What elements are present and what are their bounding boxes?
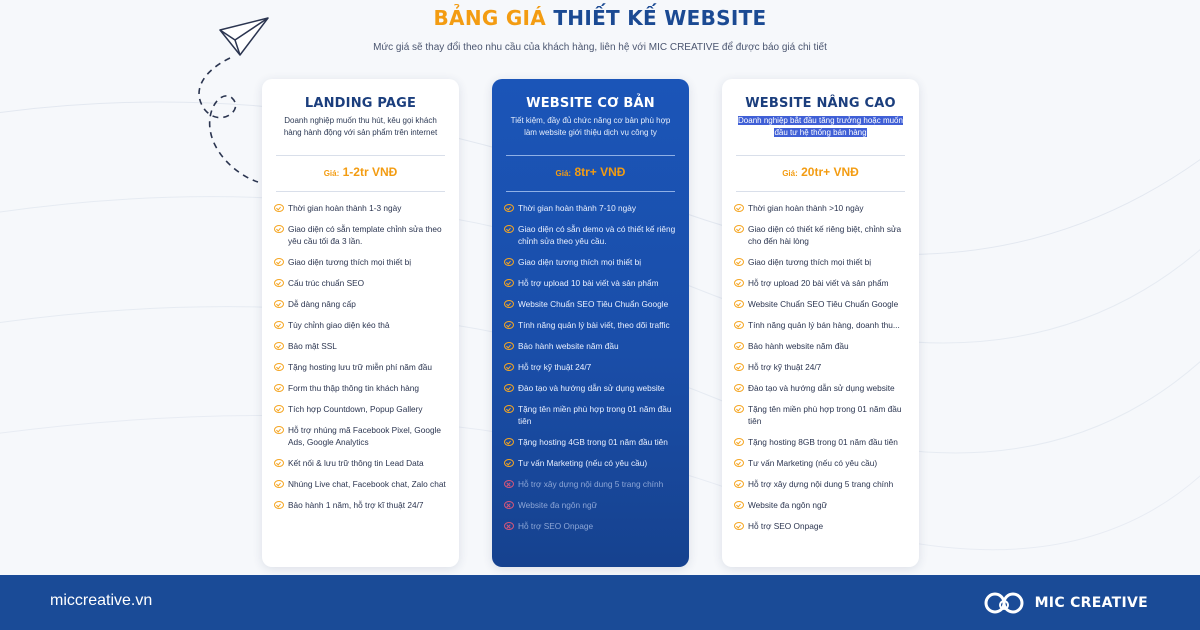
feature-item (274, 202, 451, 214)
infinity-logo-icon (983, 591, 1027, 615)
page-title (0, 6, 1200, 30)
feature-text: Bảo hành website năm đầu (748, 341, 849, 351)
check-circle-icon (734, 204, 744, 212)
check-circle-icon (274, 258, 284, 266)
check-circle-icon (274, 426, 284, 434)
feature-item (734, 277, 911, 289)
feature-item (504, 298, 681, 310)
plan-description: Tiết kiệm, đầy đủ chức năng cơ bản phù hợp làm website giới thiệu dịch vụ công ty (510, 116, 671, 137)
check-circle-icon (734, 363, 744, 371)
x-circle-icon (504, 480, 514, 488)
check-circle-icon (274, 405, 284, 413)
feature-item (504, 361, 681, 373)
feature-list (504, 202, 681, 541)
feature-item (504, 277, 681, 289)
x-circle-icon (504, 522, 514, 530)
feature-text: Website Chuẩn SEO Tiêu Chuẩn Google (518, 299, 669, 309)
feature-item (274, 361, 451, 373)
check-circle-icon (274, 384, 284, 392)
plan-title: WEBSITE NÂNG CAO (745, 96, 896, 111)
feature-item-excluded (504, 478, 681, 490)
feature-text: Tặng hosting 8GB trong 01 năm đầu tiên (748, 437, 898, 447)
feature-item (504, 202, 681, 214)
footer-bar (0, 575, 1200, 630)
feature-item-excluded (504, 499, 681, 511)
check-circle-icon (504, 258, 514, 266)
feature-text: Thời gian hoàn thành >10 ngày (748, 203, 864, 213)
plan-price (492, 165, 689, 179)
feature-text: Hỗ trợ xây dựng nội dung 5 trang chính (748, 479, 894, 489)
feature-text: Tư vấn Marketing (nếu có yêu cầu) (748, 458, 878, 468)
page-header (0, 6, 1200, 53)
check-circle-icon (734, 438, 744, 446)
feature-item (274, 277, 451, 289)
feature-item (504, 223, 681, 247)
check-circle-icon (734, 258, 744, 266)
feature-item (274, 424, 451, 448)
divider (506, 191, 675, 192)
check-circle-icon (734, 405, 744, 413)
feature-text: Tặng hosting lưu trữ miễn phí năm đầu (288, 362, 432, 372)
feature-text: Tích hợp Countdown, Popup Gallery (288, 404, 423, 414)
feature-text: Tư vấn Marketing (nếu có yêu cầu) (518, 458, 648, 468)
price-label: Giá: (555, 169, 572, 178)
check-circle-icon (274, 459, 284, 467)
feature-item (274, 319, 451, 331)
check-circle-icon (734, 459, 744, 467)
check-circle-icon (504, 405, 514, 413)
feature-text: Giao diện tương thích mọi thiết bị (518, 257, 642, 267)
check-circle-icon (504, 321, 514, 329)
feature-item (504, 436, 681, 448)
check-circle-icon (734, 279, 744, 287)
plan-description: Doanh nghiệp muốn thu hút, kêu gọi khách hàng hành động với sản phẩm trên internet (283, 116, 438, 137)
brand-name: MIC CREATIVE (1034, 595, 1148, 611)
check-circle-icon (734, 321, 744, 329)
check-circle-icon (504, 279, 514, 287)
check-circle-icon (274, 501, 284, 509)
feature-item (504, 403, 681, 427)
check-circle-icon (274, 204, 284, 212)
feature-item (734, 499, 911, 511)
feature-item (734, 403, 911, 427)
feature-text: Hỗ trợ xây dựng nội dung 5 trang chính (518, 479, 664, 489)
feature-item (734, 319, 911, 331)
feature-item (504, 340, 681, 352)
check-circle-icon (274, 342, 284, 350)
divider (736, 191, 905, 192)
feature-item-excluded (504, 520, 681, 532)
feature-item (504, 256, 681, 268)
feature-item (734, 340, 911, 352)
feature-item (274, 478, 451, 490)
feature-text: Nhúng Live chat, Facebook chat, Zalo chat (288, 479, 446, 489)
price-label: Giá: (782, 169, 798, 178)
feature-text: Hỗ trợ upload 20 bài viết và sản phẩm (748, 278, 889, 288)
feature-text: Hỗ trợ upload 10 bài viết và sản phẩm (518, 278, 659, 288)
feature-list (734, 202, 911, 541)
price-value: 20tr+ VNĐ (801, 165, 859, 179)
brand-logo (983, 591, 1148, 615)
feature-item (274, 298, 451, 310)
pricing-card-website-co-ban[interactable] (492, 79, 689, 567)
feature-text: Đào tạo và hướng dẫn sử dụng website (748, 383, 895, 393)
pricing-card-website-nang-cao[interactable] (722, 79, 919, 567)
plan-title: LANDING PAGE (304, 96, 417, 111)
check-circle-icon (504, 204, 514, 212)
check-circle-icon (274, 300, 284, 308)
feature-item (734, 478, 911, 490)
feature-item (504, 457, 681, 469)
check-circle-icon (504, 342, 514, 350)
feature-text: Giao diện tương thích mọi thiết bị (288, 257, 412, 267)
feature-text: Giao diện tương thích mọi thiết bị (748, 257, 872, 267)
feature-item (274, 403, 451, 415)
feature-item (504, 319, 681, 331)
check-circle-icon (734, 480, 744, 488)
check-circle-icon (504, 363, 514, 371)
check-circle-icon (504, 384, 514, 392)
feature-text: Thời gian hoàn thành 7-10 ngày (518, 203, 636, 213)
divider (276, 155, 445, 156)
feature-text: Tùy chỉnh giao diện kéo thả (288, 320, 390, 330)
feature-text: Bảo mật SSL (288, 341, 337, 351)
feature-text: Website đa ngôn ngữ (518, 500, 598, 510)
check-circle-icon (734, 342, 744, 350)
feature-item (734, 361, 911, 373)
check-circle-icon (504, 225, 514, 233)
feature-item (734, 223, 911, 247)
feature-text: Form thu thập thông tin khách hàng (288, 383, 419, 393)
feature-item (734, 382, 911, 394)
feature-text: Thời gian hoàn thành 1-3 ngày (288, 203, 402, 213)
feature-item (734, 520, 911, 532)
x-circle-icon (504, 501, 514, 509)
feature-text: Hỗ trợ kỹ thuật 24/7 (518, 362, 592, 372)
feature-text: Hỗ trợ SEO Onpage (748, 521, 824, 531)
check-circle-icon (274, 363, 284, 371)
feature-text: Hỗ trợ nhúng mã Facebook Pixel, Google Ads, Google Analytics (288, 425, 442, 447)
website-link[interactable]: miccreative.vn (50, 592, 153, 609)
price-value: 1-2tr VNĐ (342, 165, 398, 179)
page-subtitle: Mức giá sẽ thay đổi theo nhu cầu của khách hàng, liên hệ với MIC CREATIVE để được báo giá chi tiết (373, 42, 827, 53)
feature-text: Hỗ trợ SEO Onpage (518, 521, 594, 531)
feature-list (274, 202, 451, 520)
feature-text: Bảo hành website năm đầu (518, 341, 619, 351)
divider (736, 155, 905, 156)
feature-text: Bảo hành 1 năm, hỗ trợ kĩ thuật 24/7 (288, 500, 424, 510)
highlighted-description: Doanh nghiệp bắt đầu tăng trưởng hoặc muốn đầu tư hệ thống bán hàng (738, 116, 903, 137)
feature-item (274, 499, 451, 511)
feature-text: Giao diện có thiết kế riêng biệt, chỉnh sửa cho đến hài lòng (748, 224, 902, 246)
feature-item (274, 256, 451, 268)
check-circle-icon (734, 300, 744, 308)
feature-item (274, 340, 451, 352)
title-part-2: THIẾT KẾ WEBSITE (553, 6, 767, 30)
plan-title: WEBSITE CƠ BẢN (526, 96, 655, 111)
check-circle-icon (504, 438, 514, 446)
check-circle-icon (734, 522, 744, 530)
check-circle-icon (734, 501, 744, 509)
feature-text: Tặng hosting 4GB trong 01 năm đầu tiên (518, 437, 668, 447)
feature-text: Website Chuẩn SEO Tiêu Chuẩn Google (748, 299, 899, 309)
check-circle-icon (504, 300, 514, 308)
feature-item (734, 298, 911, 310)
title-part-1: BẢNG GIÁ (433, 6, 547, 30)
plan-description (736, 115, 905, 139)
feature-item (734, 436, 911, 448)
feature-text: Tặng tên miền phù hợp trong 01 năm đầu tiên (518, 404, 672, 426)
feature-item (504, 382, 681, 394)
feature-text: Cấu trúc chuẩn SEO (288, 278, 365, 288)
price-value: 8tr+ VNĐ (574, 165, 626, 179)
plan-price (262, 165, 459, 179)
pricing-card-landing-page[interactable] (262, 79, 459, 567)
check-circle-icon (274, 225, 284, 233)
feature-item (734, 202, 911, 214)
divider (276, 191, 445, 192)
feature-text: Giao diện có sẵn demo và có thiết kế riêng chỉnh sửa theo yêu cầu. (518, 224, 676, 246)
feature-text: Đào tạo và hướng dẫn sử dụng website (518, 383, 665, 393)
feature-item (274, 382, 451, 394)
check-circle-icon (274, 321, 284, 329)
feature-text: Hỗ trợ kỹ thuật 24/7 (748, 362, 822, 372)
feature-item (734, 256, 911, 268)
feature-text: Kết nối & lưu trữ thông tin Lead Data (288, 458, 424, 468)
feature-text: Giao diện có sẵn template chỉnh sửa theo yêu cầu tối đa 3 lần. (288, 224, 442, 246)
feature-text: Tính năng quản lý bán hàng, doanh thu... (748, 320, 900, 330)
feature-item (274, 223, 451, 247)
check-circle-icon (734, 384, 744, 392)
feature-item (734, 457, 911, 469)
feature-text: Dễ dàng nâng cấp (288, 299, 356, 309)
check-circle-icon (274, 480, 284, 488)
check-circle-icon (274, 279, 284, 287)
feature-text: Website đa ngôn ngữ (748, 500, 828, 510)
feature-text: Tính năng quản lý bài viết, theo dõi traffic (518, 320, 670, 330)
feature-text: Tặng tên miền phù hợp trong 01 năm đầu tiên (748, 404, 902, 426)
divider (506, 155, 675, 156)
feature-item (274, 457, 451, 469)
price-label: Giá: (323, 169, 340, 178)
plan-price (722, 165, 919, 179)
check-circle-icon (734, 225, 744, 233)
check-circle-icon (504, 459, 514, 467)
